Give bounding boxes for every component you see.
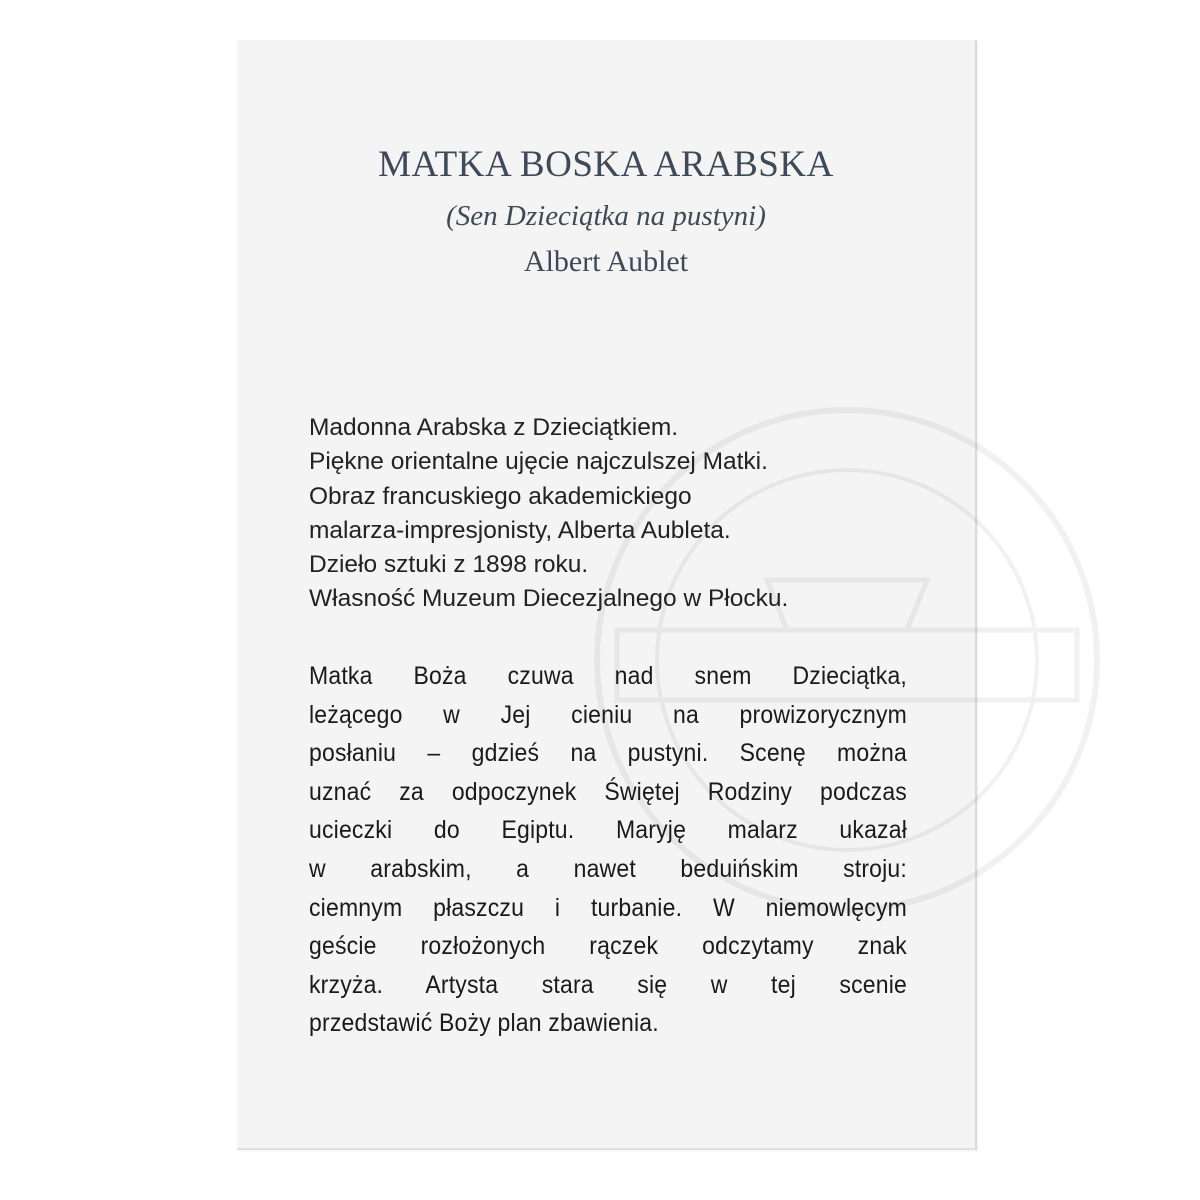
description-line: Madonna Arabska z Dzieciątkiem.	[309, 414, 679, 441]
commentary-paragraph	[309, 657, 907, 1043]
commentary-line: geście rozłożonych rączek odczytamy znak	[309, 932, 907, 961]
description-line: Własność Muzeum Diecezjalnego w Płocku.	[309, 585, 789, 613]
commentary-line: Matka Boża czuwa nad snem Dzieciątka,	[309, 662, 907, 690]
description-line: Piękne orientalne ujęcie najczulszej Matki.	[309, 448, 768, 476]
commentary-line: ciemnym płaszczu i turbanie. W niemowlęcym	[309, 893, 907, 922]
commentary-line: leżącego w Jej cieniu na prowizorycznym	[309, 700, 907, 729]
description-line: malarza-impresjonisty, Alberta Aubleta.	[309, 516, 731, 544]
card-author: Albert Aublet	[523, 245, 689, 278]
commentary-line: ucieczki do Egiptu. Maryję malarz ukazał	[309, 816, 907, 845]
description-paragraph	[309, 411, 949, 617]
commentary-line: krzyża. Artysta stara się w tej scenie	[309, 970, 907, 999]
holy-card	[237, 40, 977, 1150]
description-line: Obraz francuskiego akademickiego	[309, 482, 692, 510]
description-line: Dzieło sztuki z 1898 roku.	[309, 551, 589, 579]
commentary-line: przedstawić Boży plan zbawienia.	[309, 1009, 659, 1038]
commentary-line: posłaniu – gdzieś na pustyni. Scenę można	[309, 739, 907, 768]
card-subtitle: (Sen Dzieciątka na pustyni)	[446, 200, 766, 232]
commentary-line: uznać za odpoczynek Świętej Rodziny podczas	[309, 777, 907, 806]
commentary-line: w arabskim, a nawet beduińskim stroju:	[309, 854, 907, 883]
card-title: MATKA BOSKA ARABSKA	[378, 144, 834, 185]
